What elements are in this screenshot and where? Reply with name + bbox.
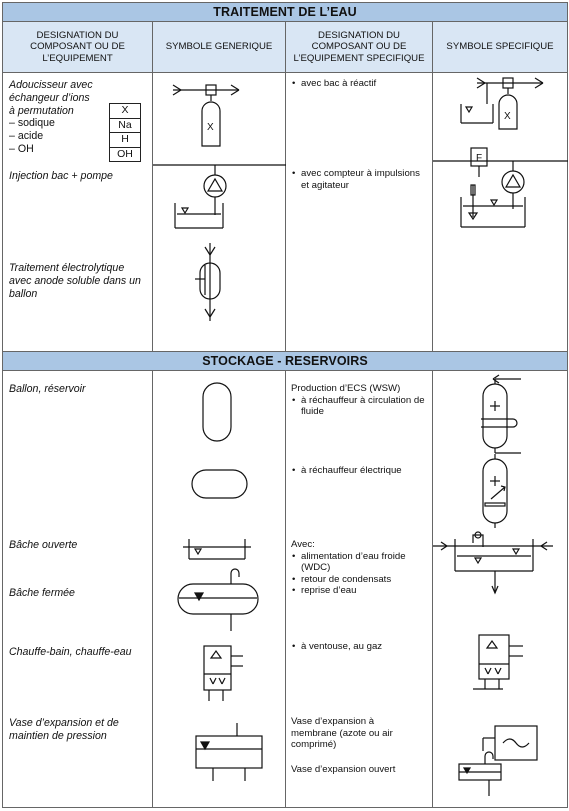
with-item: • alimentation d’eau froide (WDC) [291,551,431,574]
col-designation: DESIGNATION DU COMPOSANT OU DE L’EQUIPEMENT [3,22,153,73]
with-item: • retour de condensats [291,574,431,586]
pump-with-meter-icon [433,148,568,227]
treatment-generic-symbols [153,73,286,352]
softener-spec: • avec bac à réactif [291,78,429,90]
softener-label: Adoucisseur avec échangeur d’ions à permutation – sodique – acide – OH [9,79,93,155]
storage-specific-drawing [433,371,568,808]
water-heater-icon [204,646,243,701]
water-heater-label: Chauffe-bain, chauffe-eau [9,646,132,658]
ecs-circulation-tank-icon [481,375,521,453]
open-expansion-spec: Vase d’expansion ouvert [291,764,396,775]
symbol-table [2,2,568,808]
horizontal-tank-icon [192,470,247,498]
gas-water-heater-icon [473,635,523,689]
storage-generic-symbols [153,371,286,808]
symbol-table-page [2,2,567,807]
col-generic-symbol: SYMBOLE GENERIQUE [153,22,286,73]
col-specific-designation: DESIGNATION DU COMPOSANT OU DE L’EQUIPEMENT SPECIFIQUE [286,22,433,73]
open-tank-label: Bâche ouverte [9,539,78,551]
membrane-spec: Vase d’expansion à membrane (azote ou air comprimé) [291,716,393,751]
injection-label: Injection bac + pompe [9,170,113,182]
treatment-specific-drawing [433,73,568,352]
tank-label: Ballon, réservoir [9,383,86,395]
closed-tank-label: Bâche fermée [9,587,75,599]
ecs-item: • à réchauffeur à circulation de fluide [291,395,431,418]
softener-with-bac-icon [461,78,543,129]
meter-mark: F [476,153,483,164]
ion-type-box: X Na H OH [109,103,141,162]
injection-spec: • avec compteur à impulsions et agitateur [291,168,429,191]
specific-exchanger-mark: X [504,111,511,122]
injection-pump-icon [153,165,286,228]
treatment-designations [3,73,153,352]
storage-generic-drawing [153,371,286,808]
exchanger-mark: X [207,122,214,133]
storage-specific-symbols [433,371,568,808]
ecs-electric-tank-icon [483,454,507,528]
vertical-tank-icon [203,383,231,441]
pressure-vessel-icon [196,723,262,781]
section-water-treatment: TRAITEMENT DE L’EAU [3,3,568,22]
col-specific-symbol: SYMBOLE SPECIFIQUE [433,22,568,73]
electric-heater-spec: • à réchauffeur électrique [291,465,431,477]
membrane-vessel-icon [483,726,537,760]
tank-with-inlets-icon [433,532,553,593]
closed-tank-icon [178,569,258,631]
storage-specific-designations [286,371,433,808]
electrolytic-label: Traitement électrolytique avec anode soluble dans un ballon [9,262,141,300]
treatment-specific-designations [286,73,433,352]
ion-exchanger-icon [173,85,239,146]
electrolytic-balloon-icon [195,243,220,321]
storage-designations [3,371,153,808]
with-label: Avec: [291,539,315,550]
treatment-generic-drawing [153,73,286,352]
with-item: • reprise d’eau [291,585,431,597]
section-storage: STOCKAGE - RESERVOIRS [3,352,568,371]
expansion-label: Vase d’expansion et de maintien de pression [9,717,119,742]
open-tank-icon [183,539,251,559]
water-heater-spec: • à ventouse, au gaz [291,641,431,653]
treatment-specific-symbols [433,73,568,352]
ecs-title: Production d’ECS (WSW) [291,383,401,394]
